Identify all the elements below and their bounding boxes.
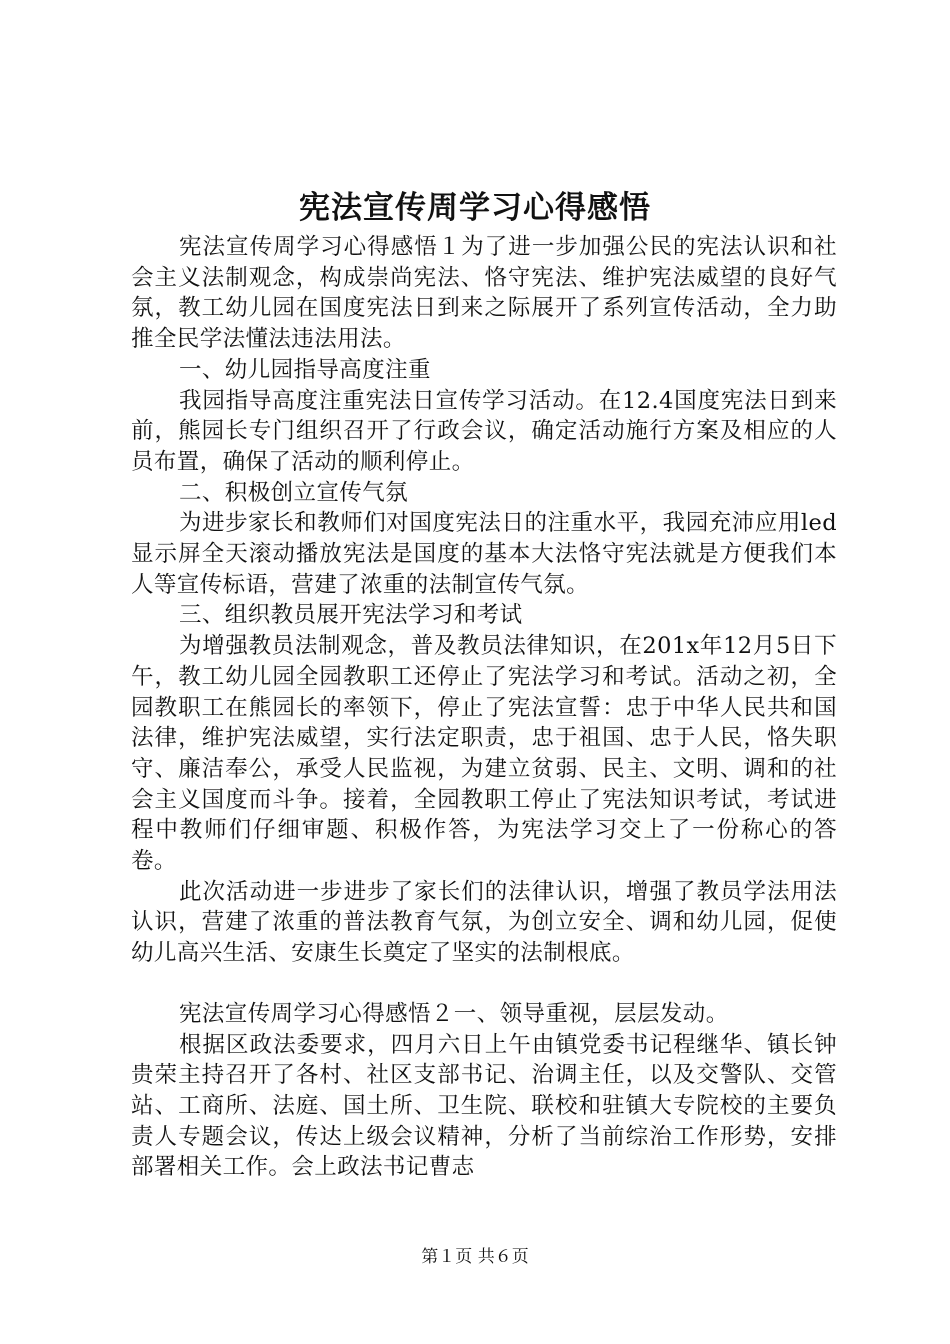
paragraph-section-3: 为增强教员法制观念，普及教员法律知识，在201x年12月5日下午，教工幼儿园全园教职工还停止了宪法学习和考试。活动之初，全园教职工在熊园长的率领下，停止了宪法宣誓：忠于中华人民共和国法律，维护宪法威望，实行法定职责，忠于祖国、忠于人民，恪失职守、廉洁奉公，承受人民监视，为建立贫弱、民主、文明、调和的社会主义国度而斗争。接着，全园教职工停止了宪法知识考试，考试进程中教师们仔细审题、积极作答，为宪法学习交上了一份称心的答卷。 (131, 633, 837, 875)
paragraph-intro: 宪法宣传周学习心得感悟１为了进一步加强公民的宪法认识和社会主义法制观念，构成崇尚宪法、恪守宪法、维护宪法威望的良好气氛，教工幼儿园在国度宪法日到来之际展开了系列宣传活动，全力助推全民学法懂法违法用法。 (131, 234, 837, 353)
paragraph-section-1: 我园指导高度注重宪法日宣传学习活动。在12.4国度宪法日到来前，熊园长专门组织召开了行政会议，确定活动施行方案及相应的人员布置，确保了活动的顺利停止。 (131, 387, 837, 475)
document-body (131, 232, 837, 1183)
document-title: 宪法宣传周学习心得感悟 (299, 190, 651, 226)
paragraph-section-2: 为进步家长和教师们对国度宪法日的注重水平，我园充沛应用led显示屏全天滚动播放宪法是国度的基本大法恪守宪法就是方便我们本人等宣传标语，营建了浓重的法制宣传气氛。 (131, 510, 837, 598)
paragraph-part-2-heading: 宪法宣传周学习心得感悟２一、领导重视，层层发动。 (179, 1000, 729, 1027)
paragraph-part-2-body: 根据区政法委要求，四月六日上午由镇党委书记程继华、镇长钟贵荣主持召开了各村、社区支部书记、治调主任，以及交警队、交管站、工商所、法庭、国土所、卫生院、联校和驻镇大专院校的主要负责人专题会议，传达上级会议精神，分析了当前综治工作形势，安排部署相关工作。会上政法书记曹志 (131, 1031, 837, 1181)
page-number-footer: 第１页 共６页 (421, 1247, 529, 1267)
paragraph-conclusion: 此次活动进一步进步了家长们的法律认识，增强了教员学法用法认识，营建了浓重的普法教育气氛，为创立安全、调和幼儿园，促使幼儿高兴生活、安康生长奠定了坚实的法制根底。 (131, 878, 837, 967)
section-heading-1: 一、幼儿园指导高度注重 (179, 356, 431, 383)
section-heading-2: 二、积极创立宣传气氛 (179, 479, 409, 506)
section-heading-3: 三、组织教员展开宪法学习和考试 (179, 602, 523, 629)
